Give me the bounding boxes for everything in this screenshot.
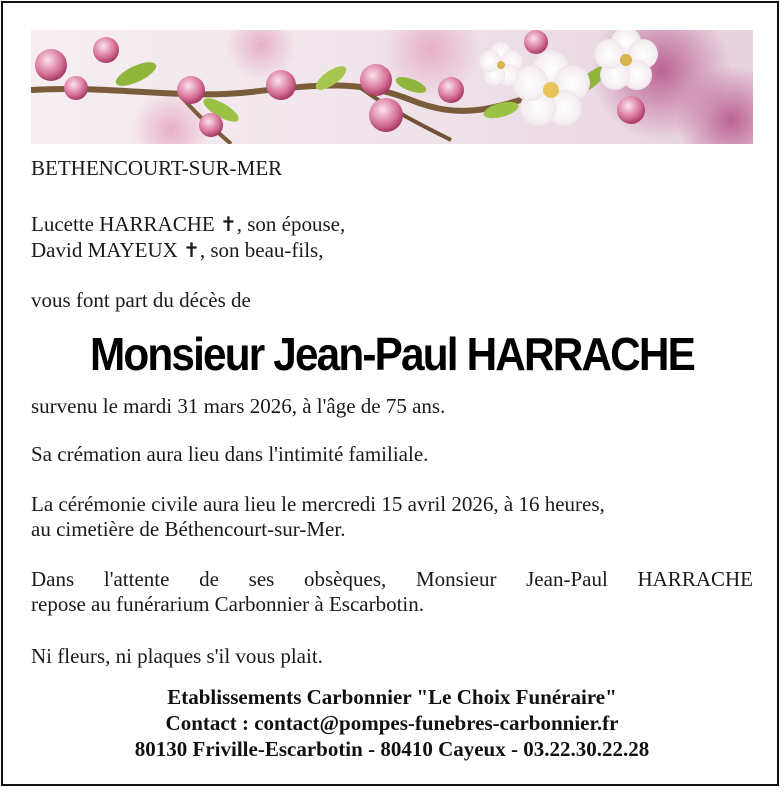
family-member-1: [31, 212, 753, 236]
flowers-request-text: Ni fleurs, ni plaques s'il vous plait.: [31, 644, 323, 668]
announcement-text: vous font part du décès de: [31, 288, 251, 312]
funeral-home-footer: [31, 684, 753, 762]
funeral-home-name: Etablissements Carbonnier "Le Choix Funéraire": [167, 685, 617, 709]
deceased-name: Monsieur Jean-Paul HARRACHE: [89, 328, 695, 380]
rest-line-1: Dans l'attente de ses obsèques, Monsieur Jean-Paul HARRACHE: [31, 567, 753, 591]
family-member-1-name: Lucette HARRACHE: [31, 212, 215, 236]
funeral-home-address-phone: 80130 Friville-Escarbotin - 80410 Cayeux - 03.22.30.22.28: [134, 737, 650, 761]
family-member-1-relation: , son épouse,: [236, 212, 346, 236]
family-member-2-name: David MAYEUX: [31, 238, 178, 262]
blossom-illustration: [31, 30, 753, 144]
family-member-2-relation: , son beau-fils,: [199, 238, 324, 262]
cherry-blossom-banner-image: [31, 30, 753, 144]
funeral-home-contact: Contact : contact@pompes-funebres-carbonnier.fr: [165, 711, 619, 735]
cremation-text: Sa crémation aura lieu dans l'intimité familiale.: [31, 442, 429, 466]
family-member-2: [31, 238, 753, 262]
cross-icon: ✝: [183, 238, 200, 262]
ceremony-line-2: au cimetière de Béthencourt-sur-Mer.: [31, 517, 346, 541]
rest-line-2: repose au funérarium Carbonnier à Escarbotin.: [31, 592, 425, 616]
location-heading: BETHENCOURT-SUR-MER: [31, 156, 283, 180]
passing-date-text: survenu le mardi 31 mars 2026, à l'âge de 75 ans.: [31, 394, 446, 418]
ceremony-line-1: La cérémonie civile aura lieu le mercredi 15 avril 2026, à 16 heures,: [31, 492, 605, 516]
cross-icon: ✝: [219, 212, 237, 236]
